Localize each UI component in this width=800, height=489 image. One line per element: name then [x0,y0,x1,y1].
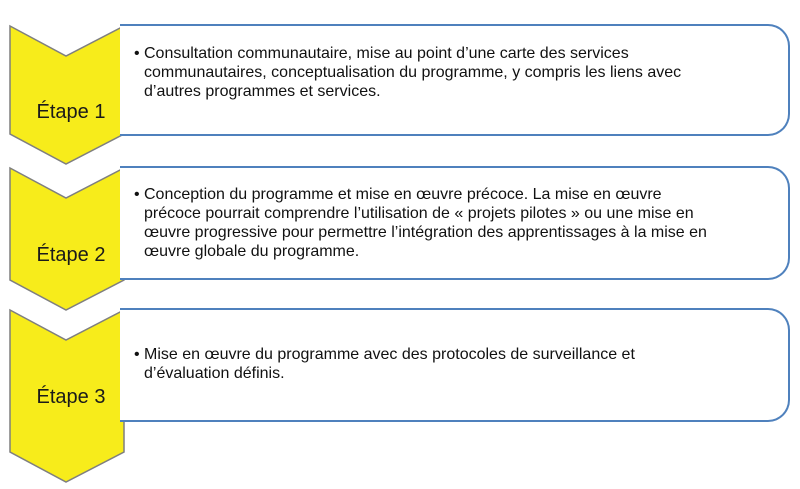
step-1-line-3: d’autres programmes et services. [144,83,381,100]
step-3-label: Étape 3 [36,386,106,408]
bullet-icon: • [134,186,140,203]
step-1-description [134,44,774,101]
step-1-description-box [120,24,790,136]
step-2-description [134,185,774,261]
step-2-line-1: Conception du programme et mise en œuvre précoce. La mise en œuvre [144,186,662,203]
step-1-line-2: communautaires, conceptualisation du programme, y compris les liens avec [144,64,682,81]
chevron-step-1 [10,26,124,164]
step-3-line-2: d’évaluation définis. [144,365,285,382]
bullet-icon: • [134,45,140,62]
step-2-line-4: œuvre globale du programme. [144,243,360,260]
step-2-line-3: œuvre progressive pour permettre l’intégration des apprentissages à la mise en [144,224,707,241]
step-3-line-1: Mise en œuvre du programme avec des protocoles de surveillance et [144,346,635,363]
step-3-description [134,345,774,383]
step-2-description-box [120,166,790,280]
step-3-description-box [120,308,790,422]
step-1-line-1: Consultation communautaire, mise au point d’une carte des services [144,45,629,62]
bullet-icon: • [134,346,140,363]
step-2-label: Étape 2 [36,244,106,266]
chevron-step-2 [10,168,124,310]
step-1-label: Étape 1 [36,101,106,123]
step-2-line-2: précoce pourrait comprendre l’utilisation de « projets pilotes » ou une mise en [144,205,694,222]
